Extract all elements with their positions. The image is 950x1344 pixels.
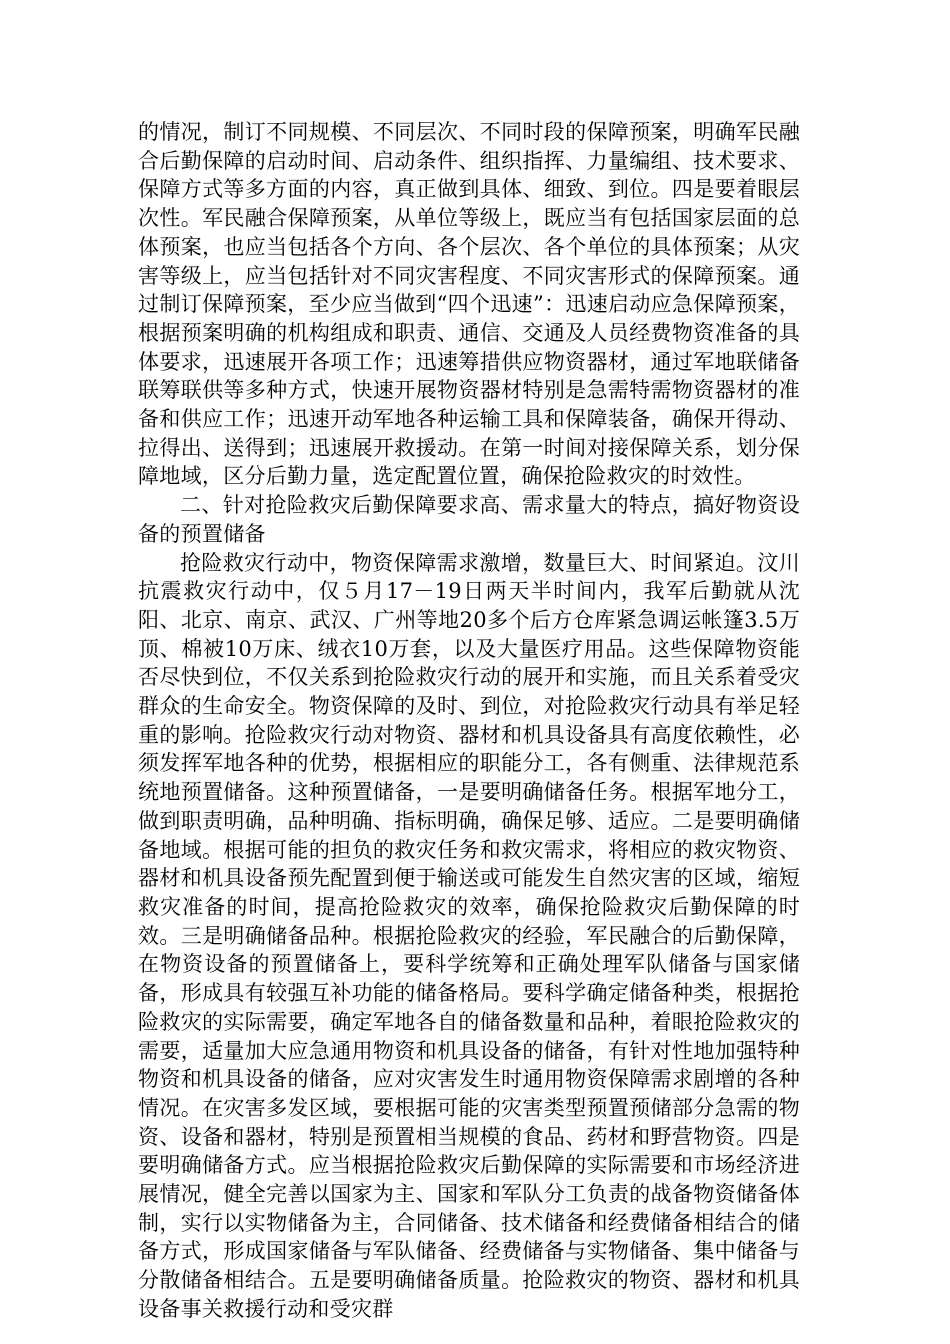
section-heading-two: 二、针对抢险救灾后勤保障要求高、需求量大的特点，搞好物资设备的预置储备 [138, 493, 800, 546]
body-paragraph-storage: 抢险救灾行动中，物资保障需求激增，数量巨大、时间紧迫。汶川抗震救灾行动中，仅５月17－19日两天半时间内，我军后勤就从沈阳、北京、南京、武汉、广州等地20多个后方仓库紧急调运帐篷3.5万顶、棉被10万床、绒衣10万套，以及大量医疗用品。这些保障物资能否尽快到位，不仅关系到抢险救灾行动的展开和实施，而且关系着受灾群众的生命安全。物资保障的及时、到位，对抢险救灾行动具有举足轻重的影响。抢险救灾行动对物资、器材和机具设备具有高度依赖性，必须发挥军地各种的优势，根据相应的职能分工，各有侧重、法律规范系统地预置储备。这种预置储备，一是要明确储备任务。根据军地分工，做到职责明确，品种明确、指标明确，确保足够、适应。二是要明确储备地域。根据可能的担负的救灾任务和救灾需求，将相应的救灾物资、器材和机具设备预先配置到便于输送或可能发生自然灾害的区域，缩短救灾准备的时间，提高抢险救灾的效率，确保抢险救灾后勤保障的时效。三是明确储备品种。根据抢险救灾的经验，军民融合的后勤保障，在物资设备的预置储备上，要科学统筹和正确处理军队储备与国家储备，形成具有较强互补功能的储备格局。要科学确定储备种类，根据抢险救灾的实际需要，确定军地各自的储备数量和品种，着眼抢险救灾的需要，适量加大应急通用物资和机具设备的储备，有针对性地加强特种物资和机具设备的储备，应对灾害发生时通用物资保障需求剧增的各种情况。在灾害多发区域，要根据可能的灾害类型预置预储部分急需的物资、设备和器材，特别是预置相当规模的食品、药材和野营物资。四是要明确储备方式。应当根据抢险救灾后勤保障的实际需要和市场经济进展情况，健全完善以国家为主、国家和军队分工负责的战备物资储备体制，实行以实物储备为主，合同储备、技术储备和经费储备相结合的储备方式，形成国家储备与军队储备、经费储备与实物储备、集中储备与分散储备相结合。五是要明确储备质量。抢险救灾的物资、器材和机具设备事关救援行动和受灾群 [138, 550, 800, 1321]
body-paragraph-continued: 的情况，制订不同规模、不同层次、不同时段的保障预案，明确军民融合后勤保障的启动时间、启动条件、组织指挥、力量编组、技术要求、保障方式等多方面的内容，真正做到具体、细致、到位。四是要着眼层次性。军民融合保障预案，从单位等级上，既应当有包括国家层面的总体预案，也应当包括各个方向、各个层次、各个单位的具体预案；从灾害等级上，应当包括针对不同灾害程度、不同灾害形式的保障预案。通过制订保障预案，至少应当做到“四个迅速”：迅速启动应急保障预案，根据预案明确的机构组成和职责、通信、交通及人员经费物资准备的具体要求，迅速展开各项工作；迅速筹措供应物资器材，通过军地联储备联筹联供等多种方式，快速开展物资器材特别是急需特需物资器材的准备和供应工作；迅速开动军地各种运输工具和保障装备，确保开得动、拉得出、送得到；迅速展开救援动。在第一时间对接保障关系，划分保障地域，区分后勤力量，选定配置位置，确保抢险救灾的时效性。 [138, 120, 800, 489]
document-page [138, 118, 800, 1324]
